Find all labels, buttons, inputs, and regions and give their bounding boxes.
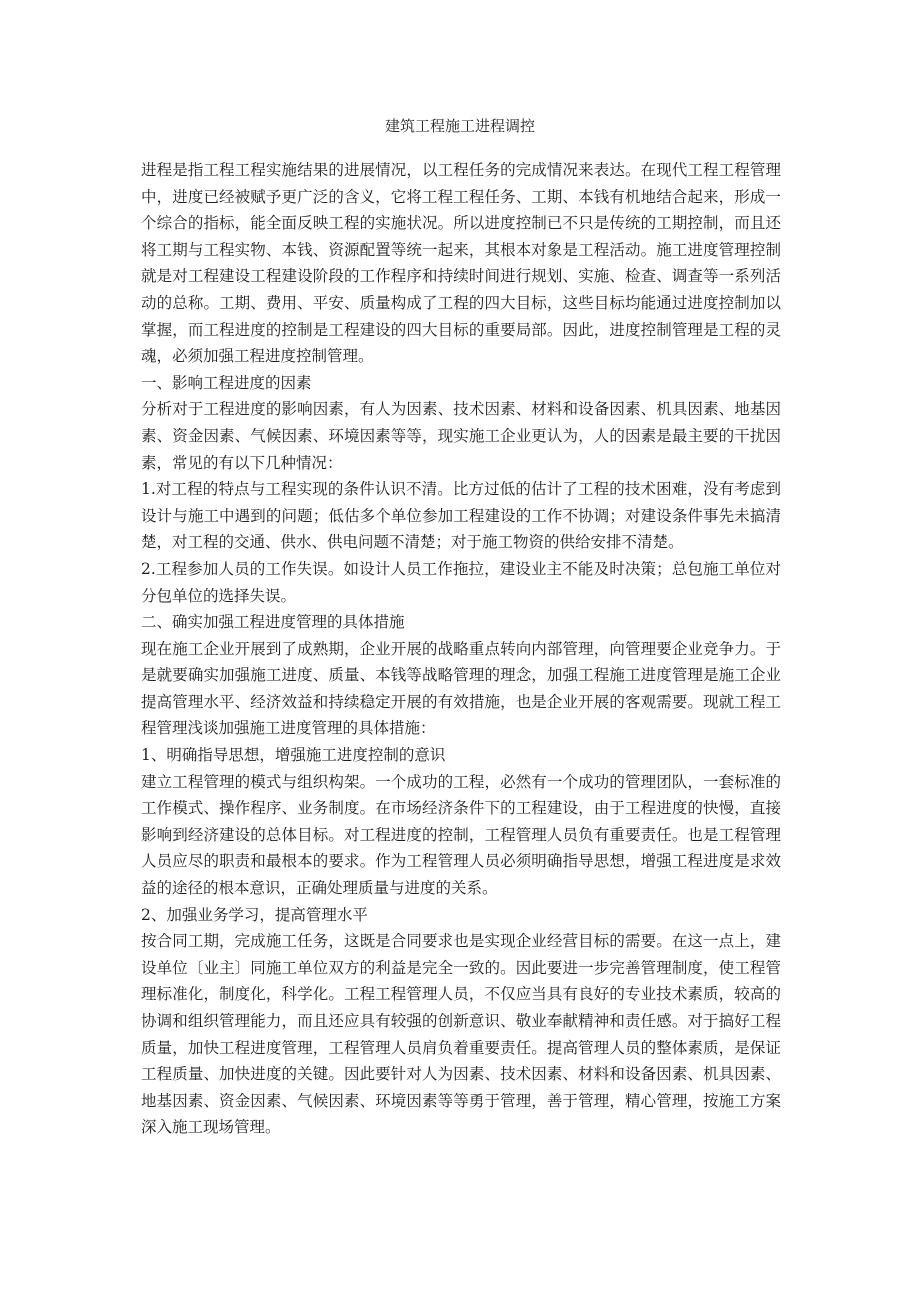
- subsection-1-paragraph: 建立工程管理的模式与组织构架。一个成功的工程，必然有一个成功的管理团队，一套标准的工作模式、操作程序、业务制度。在市场经济条件下的工程建设，由于工程进度的快慢，直接影响到经济建设的总体目标。对工程进度的控制，工程管理人员负有重要责任。也是工程管理人员应尽的职责和最根本的要求。作为工程管理人员必须明确指导思想，增强工程进度是求效益的途径的根本意识，正确处理质量与进度的关系。: [141, 772, 781, 898]
- factor-item-2: 2.工程参加人员的工作失误。如设计人员工作拖拉，建设业主不能及时决策；总包施工单位对分包单位的选择失误。: [141, 559, 781, 605]
- intro-paragraph: 进程是指工程工程实施结果的进展情况，以工程任务的完成情况来表达。在现代工程工程管理中，进度已经被赋予更广泛的含义，它将工程工程任务、工期、本钱有机地结合起来，形成一个综合的指标，能全面反映工程的实施状况。所以进度控制已不只是传统的工期控制，而且还将工期与工程实物、本钱、资源配置等统一起来，其根本对象是工程活动。施工进度管理控制就是对工程建设工程建设阶段的工作程序和持续时间进行规划、实施、检查、调查等一系列活动的总称。工期、费用、平安、质量构成了工程的四大目标，这些目标均能通过进度控制加以掌握，而工程进度的控制是工程建设的四大目标的重要局部。因此，进度控制管理是工程的灵魂，必须加强工程进度控制管理。: [141, 161, 781, 366]
- factor-item-1: 1.对工程的特点与工程实现的条件认识不清。比方过低的估计了工程的技术困难，没有考虑到设计与施工中遇到的问题；低估多个单位参加工程建设的工作不协调；对建设条件事先未搞清楚，对工程的交通、供水、供电问题不清楚；对于施工物资的供给安排不清楚。: [141, 480, 781, 552]
- subsection-2-paragraph: 按合同工期，完成施工任务，这既是合同要求也是实现企业经营目标的需要。在这一点上，建设单位〔业主〕同施工单位双方的利益是完全一致的。因此要进一步完善管理制度，使工程管理标准化，制度化，科学化。工程工程管理人员，不仅应当具有良好的专业技术素质，较高的协调和组织管理能力，而且还应具有较强的创新意识、敬业奉献精神和责任感。对于搞好工程质量，加快工程进度管理，工程管理人员肩负着重要责任。提高管理人员的整体素质，是保证工程质量、加快进度的关键。因此要针对人为因素、技术因素、材料和设备因素、机具因素、地基因素、资金因素、气候因素、环境因素等等勇于管理，善于管理，精心管理，按施工方案深入施工现场管理。: [141, 932, 781, 1137]
- subheading-2: 2、加强业务学习，提高管理水平: [141, 905, 368, 924]
- section-heading-2: 二、确实加强工程进度管理的具体措施: [141, 613, 405, 632]
- document-body: [141, 157, 781, 1141]
- measures-paragraph: 现在施工企业开展到了成熟期，企业开展的战略重点转向内部管理，向管理要企业竞争力。于是就要确实加强施工进度、质量、本钱等战略管理的理念，加强工程施工进度管理是施工企业提高管理水平、经济效益和持续稳定开展的有效措施，也是企业开展的客观需要。现就工程工程管理浅谈加强施工进度管理的具体措施：: [141, 639, 781, 738]
- subheading-1: 1、明确指导思想，增强施工进度控制的意识: [141, 746, 446, 765]
- factors-paragraph: 分析对于工程进度的影响因素，有人为因素、技术因素、材料和设备因素、机具因素、地基因素、资金因素、气候因素、环境因素等等，现实施工企业更认为，人的因素是最主要的干扰因素，常见的有以下几种情况：: [141, 400, 781, 472]
- document-title: 建筑工程施工进程调控: [384, 117, 535, 135]
- section-heading-1: 一、影响工程进度的因素: [141, 373, 312, 392]
